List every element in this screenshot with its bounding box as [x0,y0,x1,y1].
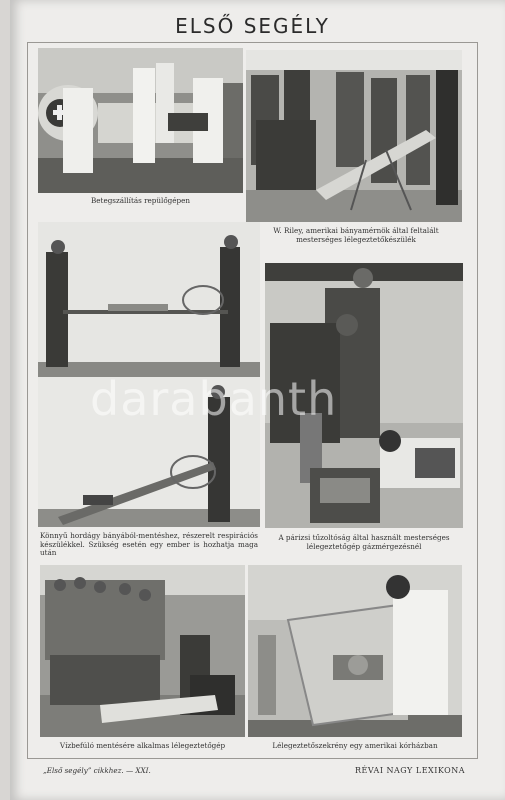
watermark: darabanth [90,372,338,426]
caption-drowning-rescue: Vízbefúló mentésére alkalmas lélegeztetőgép [59,741,226,750]
caption-light-stretcher: Könnyű hordágy bányából-mentéshez, részerelt respirációs készülékkel. Szükség esetén egy ember is hozhatja maga után [40,531,258,558]
photo-airplane-transport [38,48,243,193]
footer-article-ref: „Első segély” cikkhez. — XXI. [43,766,151,775]
caption-airplane-transport: Betegszállítás repülőgépen [91,196,190,205]
photo-stretcher-top [38,222,260,377]
photo-drowning-rescue [40,565,245,737]
photo-riley-apparatus [246,50,462,222]
page-title: ELSŐ SEGÉLY [175,14,330,38]
caption-riley-apparatus: W. Riley, amerikai bányamérnök által feltalált mesterséges lélegeztetőkészülék [273,226,439,244]
photo-respirator-cabinet [248,565,462,737]
caption-paris-fire-brigade: A párizsi tűzoltóság által használt mesterséges lélegeztetőgép gázmérgezésnél [278,533,450,551]
caption-respirator-cabinet: Lélegeztetőszekrény egy amerikai kórházban [272,741,438,750]
footer-publication: RÉVAI NAGY LEXIKONA [354,766,465,775]
